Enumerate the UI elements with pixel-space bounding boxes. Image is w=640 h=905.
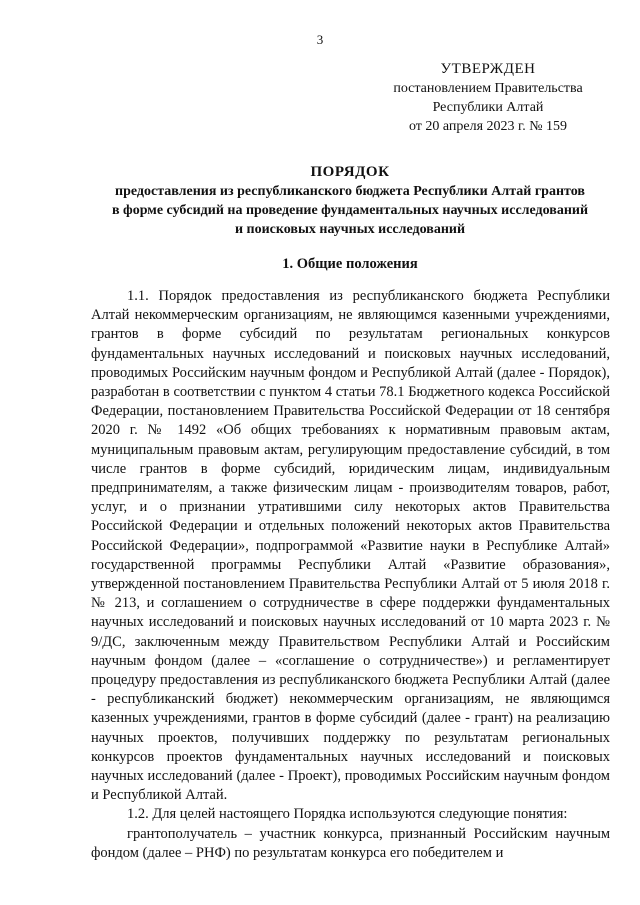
approval-line: от 20 апреля 2023 г. № 159 [408, 119, 568, 134]
approval-stamp [383, 60, 593, 136]
approval-line: постановлением Правительства [393, 81, 583, 96]
section-title: 1. Общие положения [282, 256, 418, 272]
document-title: ПОРЯДОК [310, 164, 390, 180]
approval-line: Республики Алтай [432, 100, 544, 115]
approval-title: УТВЕРЖДЕН [440, 61, 536, 77]
document-subtitle-line: и поисковых научных исследований [234, 222, 466, 237]
document-subtitle-line: в форме субсидий на проведение фундаментальных научных исследований [111, 203, 589, 218]
body-paragraph: грантополучатель – участник конкурса, признанный Российским научным фондом (далее – РНФ) по результатам конкурса его победителем и [91, 825, 610, 861]
document-body [91, 287, 610, 863]
document-heading [80, 163, 620, 239]
body-paragraph: 1.2. Для целей настоящего Порядка используются следующие понятия: [127, 806, 568, 823]
document-subtitle-line: предоставления из республиканского бюджета Республики Алтай грантов [115, 184, 585, 199]
page-number: 3 [316, 32, 324, 47]
body-paragraph: 1.1. Порядок предоставления из республиканского бюджета Республики Алтай некоммерческим организациям, не являющимся казенными учреждениями, грантов в форме субсидий по результатам региональных конкурсов фундаментальных научных исследований и поисковых научных исследований, проводимых Российским научным фондом и Республикой Алтай (далее - Порядок), разработан в соответствии с пунктом 4 статьи 78.1 Бюджетного кодекса Российской Федерации, постановлением Правительства Российской Федерации от 18 сентября 2020 г. № 1492 «Об общих требованиях к нормативным правовым актам, муниципальным правовым актам, регулирующим предоставление субсидий, в том числе грантов в форме субсидий, юридическим лицам, индивидуальным предпринимателям, а также физическим лицам - производителям товаров, работ, услуг, и о признании утратившими силу некоторых актов Правительства Российской Федерации и отдельных положений некоторых актов Правительства Российской Федерации», подпрограммой «Развитие науки в Республике Алтай» государственной программы Республики Алтай «Развитие образования», утвержденной постановлением Правительства Республики Алтай от 5 июля 2018 г. № 213, и соглашением о сотрудничестве в сфере поддержки фундаментальных научных исследований и поисковых научных исследований от 10 марта 2023 г. № 9/ДС, заключенным между Правительством Республики Алтай и Российским научным фондом (далее – «соглашение о сотрудничестве») и регламентирует процедуру предоставления из республиканского бюджета Республики Алтай (далее - республиканский бюджет) некоммерческим организациям, не являющимся казенных учреждениями, грантов в форме субсидий (далее - грант) на реализацию научных проектов, получивших поддержку по результатам региональных конкурсов проектов фундаментальных научных исследований и поисковых научных исследований (далее - Проект), проводимых Российским научным фондом и Республикой Алтай. [91, 288, 610, 804]
